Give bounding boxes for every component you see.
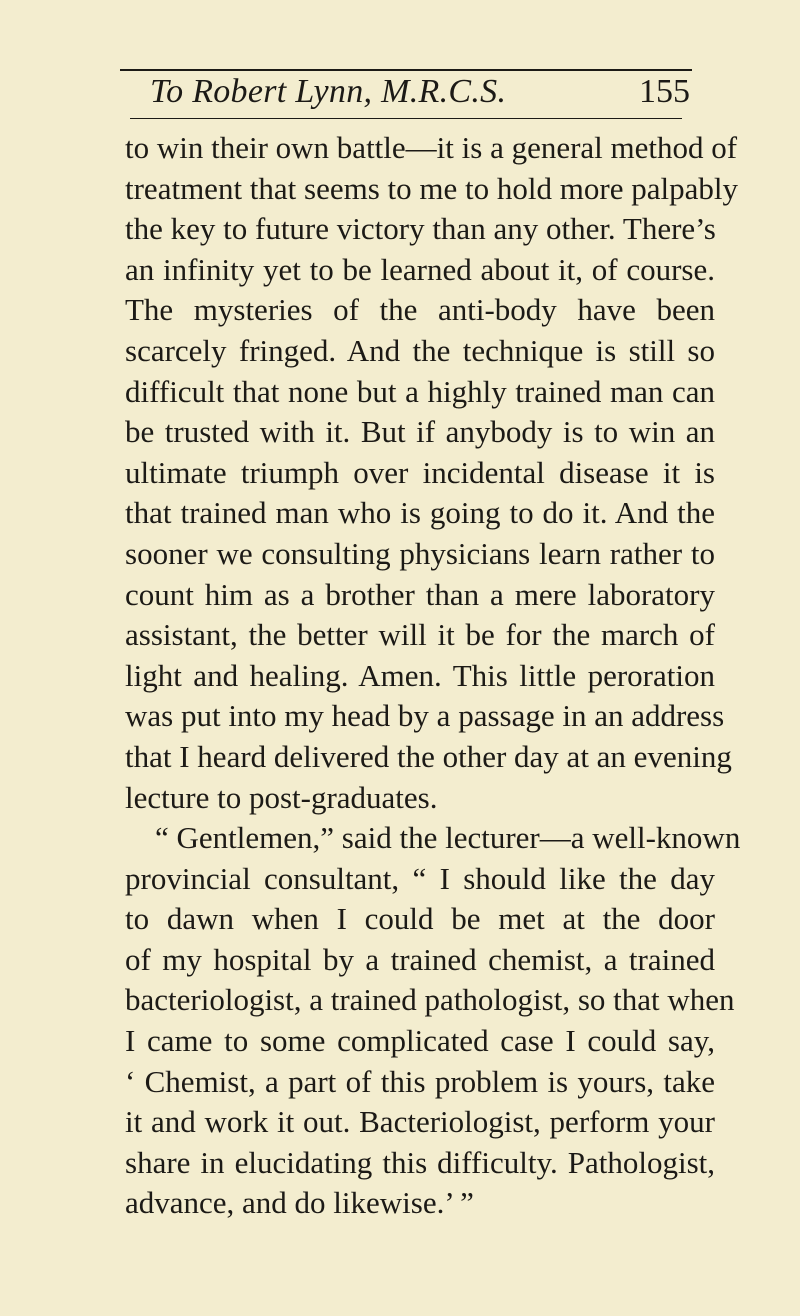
text-line: to win their own battle—it is a general method of [125,130,738,165]
text-line: difficult that none but a highly trained man can [125,373,715,409]
text-line: The mysteries of the anti-body have been [125,292,715,328]
text-line: share in elucidating this difficulty. Pathologist, [125,1144,715,1180]
body-text [125,128,741,1224]
text-line: that trained man who is going to do it. And the [125,495,715,531]
text-line: an infinity yet to be learned about it, of course. [125,251,715,287]
text-line: scarcely fringed. And the technique is still so [125,332,715,368]
text-line: be trusted with it. But if anybody is to win an [125,414,715,450]
text-line: I came to some complicated case I could say, [125,1023,715,1059]
text-line: bacteriologist, a trained pathologist, so that when [125,982,735,1018]
text-line: was put into my head by a passage in an address [125,698,725,734]
text-line: count him as a brother than a mere laboratory [125,576,715,612]
text-line: ‘ Chemist, a part of this problem is yours, take [125,1063,715,1099]
text-line: provincial consultant, “ I should like the day [125,860,715,896]
running-title: To Robert Lynn, M.R.C.S. [150,73,507,110]
text-line: it and work it out. Bacteriologist, perform your [125,1104,715,1140]
text-line: sooner we consulting physicians learn rather to [125,535,715,571]
text-line: assistant, the better will it be for the march of [125,617,715,653]
text-line: treatment that seems to me to hold more palpably [125,170,738,206]
header-line [150,73,690,119]
text-line: to dawn when I could be met at the door [125,901,715,937]
text-line: light and healing. Amen. This little peroration [125,657,715,693]
text-line: that I heard delivered the other day at an evening [125,738,732,774]
text-line: lecture to post-graduates. [125,779,438,815]
header-rule-top [120,69,692,71]
text-line: ultimate triumph over incidental disease it is [125,454,715,490]
text-line: of my hospital by a trained chemist, a trained [125,941,715,977]
text-line: advance, and do likewise.’ ” [125,1185,474,1221]
header-rule-bottom [130,118,682,119]
page-number: 155 [639,73,690,110]
text-line: the key to future victory than any other. There’s [125,211,716,247]
text-line: “ Gentlemen,” said the lecturer—a well-known [155,820,741,856]
